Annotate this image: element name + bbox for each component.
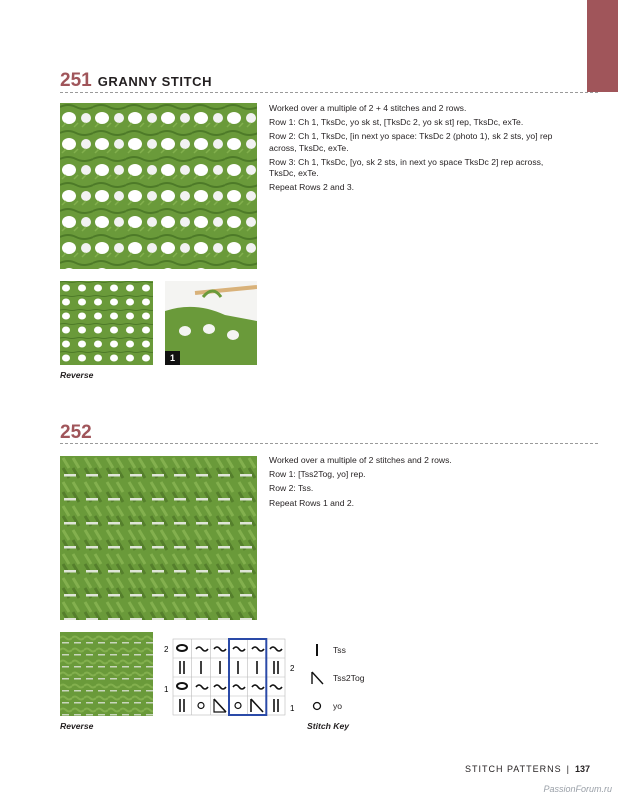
page-footer xyxy=(465,764,590,774)
key-item xyxy=(307,668,365,688)
instructions-252 xyxy=(269,455,569,512)
key-item xyxy=(307,640,346,660)
swatch-photo-251 xyxy=(60,103,257,269)
swatch-reverse-252 xyxy=(60,632,153,716)
footer-section: STITCH PATTERNS xyxy=(464,764,562,774)
section-divider xyxy=(60,443,598,444)
instruction-line: Repeat Rows 1 and 2. xyxy=(269,497,355,508)
swatch-reverse-251 xyxy=(60,281,153,365)
footer-separator: | xyxy=(566,764,570,774)
section-title: GRANNY STITCH xyxy=(97,74,213,89)
section-251-heading xyxy=(60,70,212,92)
section-divider xyxy=(60,92,598,93)
chart-row-label: 2 xyxy=(290,664,295,673)
section-number: 252 xyxy=(60,422,92,443)
key-item xyxy=(307,696,342,716)
stitch-key xyxy=(307,640,427,720)
reverse-caption: Reverse xyxy=(60,721,94,731)
key-label: yo xyxy=(333,701,343,711)
key-label: Tss xyxy=(333,645,346,655)
section-252-heading xyxy=(60,422,92,444)
tss2tog-icon xyxy=(307,668,327,688)
reverse-caption: Reverse xyxy=(60,370,94,380)
instruction-line: Row 3: Ch 1, TksDc, [yo, sk 2 sts, in next yo space TksDc 2] rep across, TksDc, exTe. xyxy=(269,156,544,179)
instruction-line: Worked over a multiple of 2 stitches and 2 rows. xyxy=(269,455,452,465)
instruction-line: Row 1: Ch 1, TksDc, yo sk st, [TksDc 2, yo sk st] rep, TksDc, exTe. xyxy=(269,117,524,128)
section-number: 251 xyxy=(60,70,92,91)
stitch-key-title: Stitch Key xyxy=(307,721,350,731)
instruction-line: Row 2: Tss. xyxy=(269,483,314,494)
instruction-line: Worked over a multiple of 2 + 4 stitches and 2 rows. xyxy=(269,103,467,113)
tss-icon xyxy=(307,640,327,660)
step-number-badge: 1 xyxy=(165,351,180,365)
swatch-photo-252 xyxy=(60,456,257,620)
key-label: Tss2Tog xyxy=(333,673,365,683)
yo-icon xyxy=(307,696,327,716)
page-number: 137 xyxy=(574,764,590,774)
instruction-line: Repeat Rows 2 and 3. xyxy=(269,182,355,193)
stitch-chart xyxy=(162,637,302,721)
instructions-251 xyxy=(269,103,569,196)
chart-row-label: 2 xyxy=(164,645,169,654)
chapter-tab xyxy=(587,0,618,92)
chart-row-label: 1 xyxy=(290,704,295,713)
chart-row-label: 1 xyxy=(164,685,169,694)
instruction-line: Row 2: Ch 1, TksDc, [in next yo space: TksDc 2 (photo 1), sk 2 sts, yo] rep across, TksDc, exTe. xyxy=(269,131,553,153)
instruction-line: Row 1: [Tss2Tog, yo] rep. xyxy=(269,469,366,480)
watermark: PassionForum.ru xyxy=(543,784,612,794)
